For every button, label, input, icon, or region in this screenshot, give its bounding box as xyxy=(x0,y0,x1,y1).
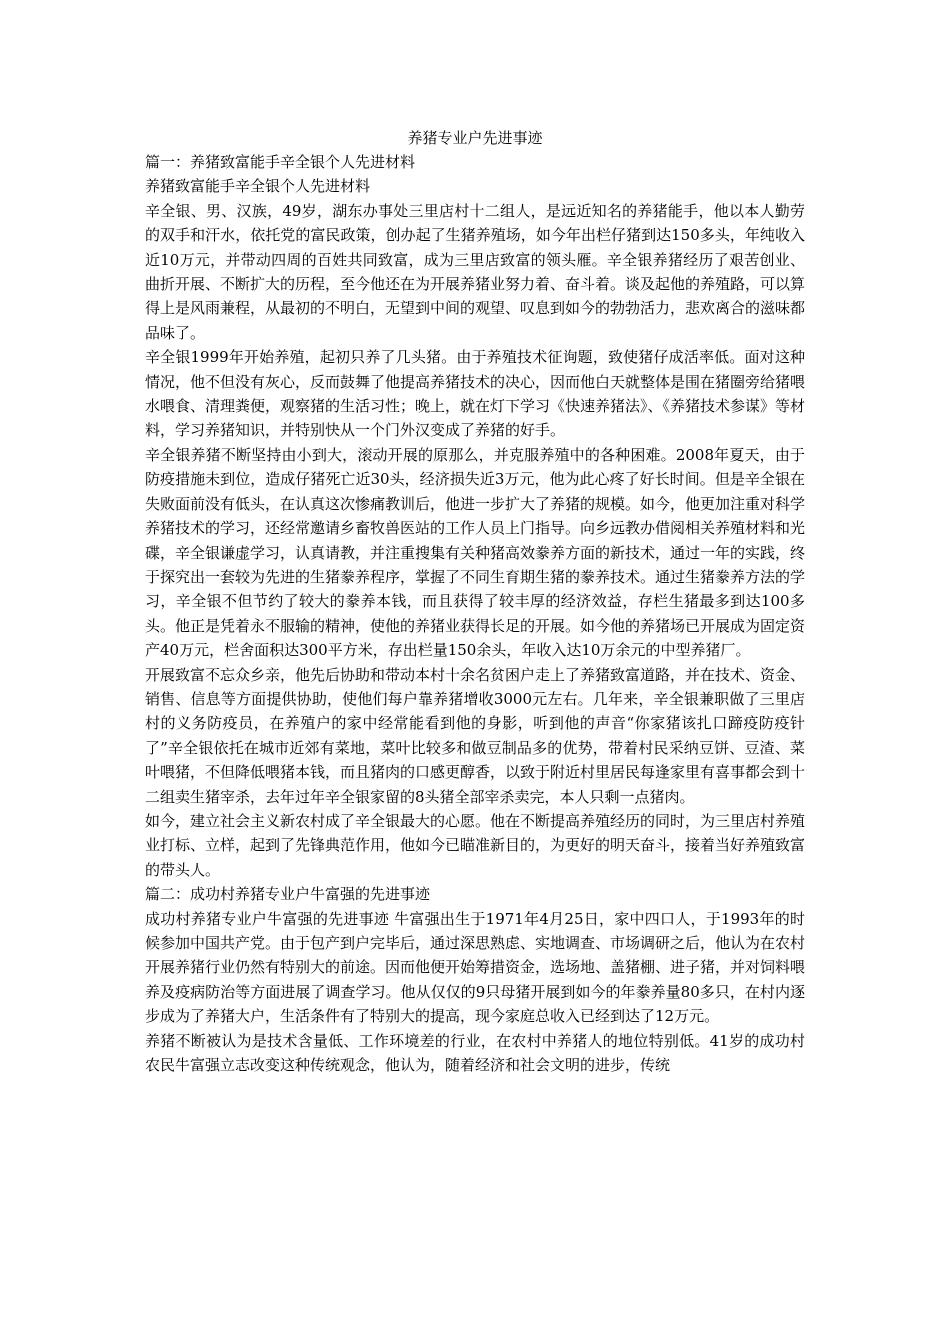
paragraph: 辛全银、男、汉族，49岁，湖东办事处三里店村十二组人，是远近知名的养猪能手，他以本人勤劳的双手和汗水，依托党的富民政策，创办起了生猪养殖场，如今年出栏仔猪到达150多头，年纯收入近10万元，并带动四周的百姓共同致富，成为三里店致富的领头雁。辛全银养猪经历了艰苦创业、曲折开展、不断扩大的历程，至今他还在为开展养猪业努力着、奋斗着。谈及起他的养殖路，可以算得上是风雨兼程，从最初的不明白，无望到中间的观望、叹息到如今的勃勃活力，悲欢离合的滋味都品味了。 xyxy=(145,201,806,342)
section-heading-1: 篇一：养猪致富能手辛全银个人先进材料 xyxy=(145,153,416,171)
document-title: 养猪专业户先进事迹 xyxy=(407,129,543,147)
paragraph: 成功村养猪专业户牛富强的先进事迹 牛富强出生于1971年4月25日，家中四口人，于1993年的时候参加中国共产党。由于包产到户完毕后，通过深思熟虑、实地调查、市场调研之后，他认为在农村开展养猪行业仍然有特别大的前途。因而他便开始筹措资金，选场地、盖猪棚、进子猪，并对饲料喂养及疫病防治等方面进展了调查学习。他从仅仅的9只母猪开展到如今的年豢养量80多只，在村内逐步成为了养猪大户，生活条件有了特别大的提高，现今家庭总收入已经到达了12万元。 xyxy=(145,909,806,1026)
subtitle-1: 养猪致富能手辛全银个人先进材料 xyxy=(145,177,371,196)
section-heading-2: 篇二：成功村养猪专业户牛富强的先进事迹 xyxy=(145,885,431,904)
document-body xyxy=(145,150,805,1077)
paragraph: 养猪不断被认为是技术含量低、工作环境差的行业，在农村中养猪人的地位特别低。41岁的成功村农民牛富强立志改变这种传统观念，他认为，随着经济和社会文明的进步，传统 xyxy=(145,1031,805,1075)
paragraph: 开展致富不忘众乡亲，他先后协助和带动本村十余名贫困户走上了养猪致富道路，并在技术、资金、销售、信息等方面提供协助，使他们每户靠养猪增收3000元左右。几年来，辛全银兼职做了三里店村的义务防疫员，在养殖户的家中经常能看到他的身影，听到他的声音“你家猪该扎口蹄疫防疫针了”辛全银依托在城市近郊有菜地，菜叶比较多和做豆制品多的优势，带着村民采纳豆饼、豆渣、菜叶喂猪，不但降低喂猪本钱，而且猪肉的口感更醇香，以致于附近村里居民每逢家里有喜事都会到十二组卖生猪宰杀，去年过年辛全银家留的8头猪全部宰杀卖完，本人只剩一点猪肉。 xyxy=(145,665,806,806)
paragraph: 辛全银养猪不断坚持由小到大，滚动开展的原那么，并克服养殖中的各种困难。2008年夏天，由于防疫措施未到位，造成仔猪死亡近30头，经济损失近3万元，他为此心疼了好长时间。但是辛全银在失败面前没有低头，在认真这次惨痛教训后，他进一步扩大了养猪的规模。如今，他更加注重对科学养猪技术的学习，还经常邀请乡畜牧兽医站的工作人员上门指导。向乡远教办借阅相关养殖材料和光 xyxy=(145,445,806,538)
paragraph: 如今，建立社会主义新农村成了辛全银最大的心愿。他在不断提高养殖经历的同时，为三里店村养殖业打标、立样，起到了先锋典范作用，他如今已瞄准新目的，为更好的明天奋斗，接着当好养殖致富的带头人。 xyxy=(145,811,806,879)
paragraph: 碟，辛全银谦虚学习，认真请教，并注重搜集有关种猪高效豢养方面的新技术，通过一年的实践，终于探究出一套较为先进的生猪豢养程序，掌握了不同生育期生猪的豢养技术。通过生猪豢养方法的学习，辛全银不但节约了较大的豢养本钱，而且获得了较丰厚的经济效益，存栏生猪最多到达100多头。他正是凭着永不服输的精神，使他的养猪业获得长足的开展。如今他的养猪场已开展成为固定资产40万元，栏舍面积达300平方米，存出栏量150余头，年收入达10万余元的中型养猪厂。 xyxy=(145,543,806,660)
paragraph: 辛全银1999年开始养殖，起初只养了几头猪。由于养殖技术征询题，致使猪仔成活率低。面对这种情况，他不但没有灰心，反而鼓舞了他提高养猪技术的决心，因而他白天就整体是围在猪圈旁给猪喂水喂食、清理粪便，观察猪的生活习性；晚上，就在灯下学习《快速养猪法》、《养猪技术参谋》等材料，学习养猪知识，并特别快从一个门外汉变成了养猪的好手。 xyxy=(145,348,806,440)
